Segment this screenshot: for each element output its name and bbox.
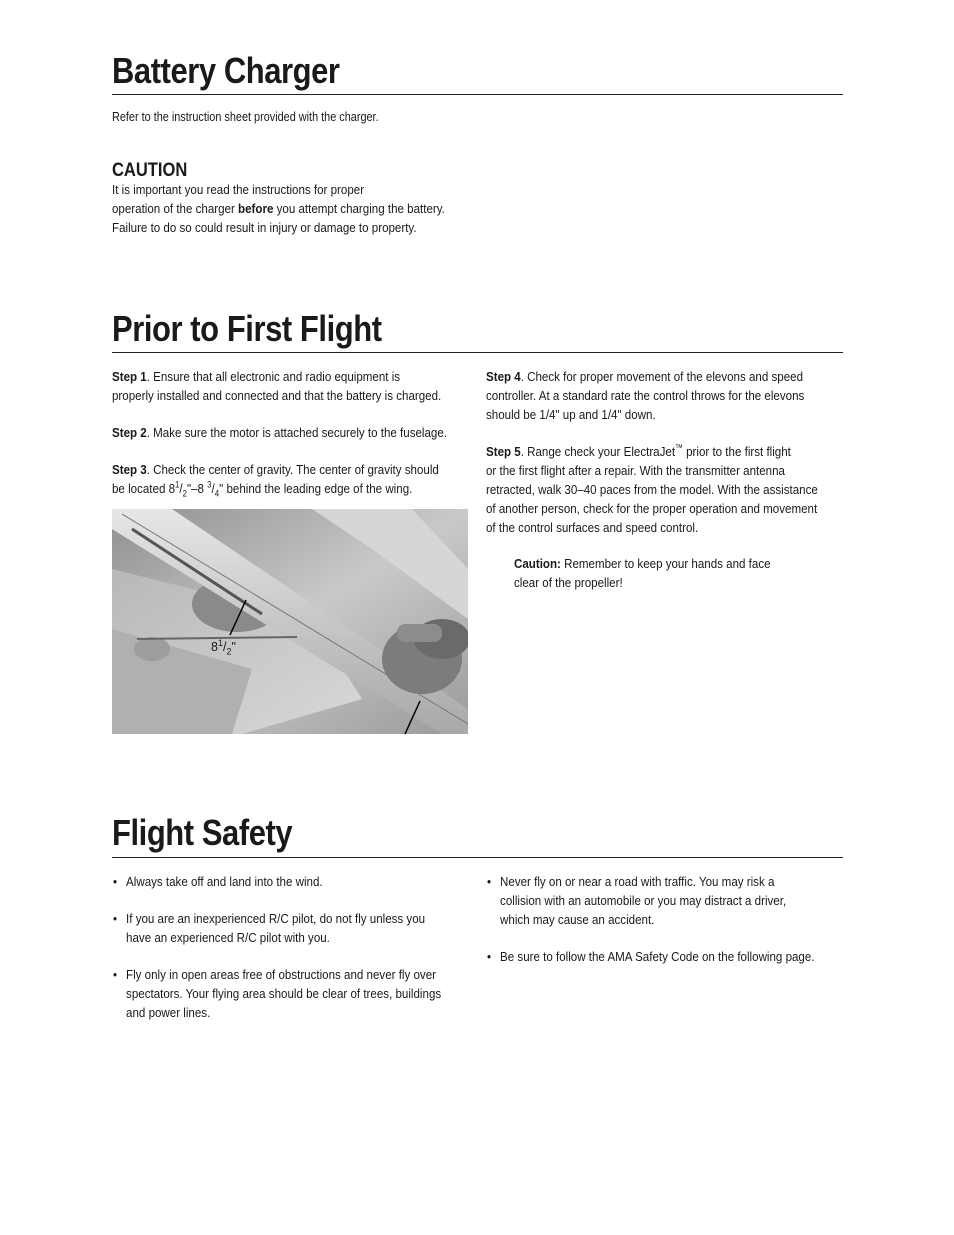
center-of-gravity-photo [112, 509, 468, 734]
caution-line: operation of the charger before you attempt charging the battery. [112, 201, 445, 216]
step-1: Step 1. Ensure that all electronic and radio equipment is properly installed and connected and that the battery is charged. [112, 369, 442, 403]
safety-bullet: • Always take off and land into the wind. [113, 874, 323, 889]
propeller-caution: Caution: Remember to keep your hands and face clear of the propeller! [514, 556, 771, 590]
safety-bullet: • Be sure to follow the AMA Safety Code on the following page. [487, 949, 815, 964]
prior-flight-heading: Prior to First Flight [112, 308, 382, 349]
section-rule [112, 94, 843, 95]
step-5: Step 5. Range check your ElectraJet™ prior to the first flight or the first flight after a repair. With the transmitter antenna retracted, walk 30–40 paces from the model. With the assistance of another person, check for the proper operation and movement of the control surfaces and speed control. [486, 442, 818, 535]
safety-bullet: • If you are an inexperienced R/C pilot, do not fly unless you have an experienced R/C pilot with you. [113, 911, 426, 945]
battery-charger-heading: Battery Charger [112, 50, 340, 91]
safety-bullet: • Never fly on or near a road with traffic. You may risk a collision with an automobile or you may distract a driver, which may cause an accident. [487, 874, 787, 927]
caution-paragraph [112, 180, 445, 237]
step-2: Step 2. Make sure the motor is attached securely to the fuselage. [112, 425, 448, 440]
section-rule [112, 857, 843, 858]
step-3: Step 3. Check the center of gravity. The center of gravity should be located $8^1/_2"-8$ $^3/_4$" behind the leading edge of the wing. [112, 462, 439, 499]
caution-heading: CAUTION [112, 160, 188, 181]
measurement-label: $8^1/_2$" [211, 637, 236, 657]
wing-photo-illustration [112, 509, 468, 734]
flight-safety-heading: Flight Safety [112, 812, 293, 853]
caution-line: It is important you read the instructions for proper [112, 182, 365, 197]
section-rule [112, 352, 843, 353]
step-4: Step 4. Check for proper movement of the elevons and speed controller. At a standard rate the control throws for the elevons should be 1/4" up and 1/4" down. [486, 369, 805, 422]
caution-line: Failure to do so could result in injury or damage to property. [112, 220, 417, 235]
battery-intro: Refer to the instruction sheet provided with the charger. [112, 110, 379, 124]
safety-bullet: • Fly only in open areas free of obstructions and never fly over spectators. Your flying area should be clear of trees, buildings and power lines. [113, 967, 442, 1020]
